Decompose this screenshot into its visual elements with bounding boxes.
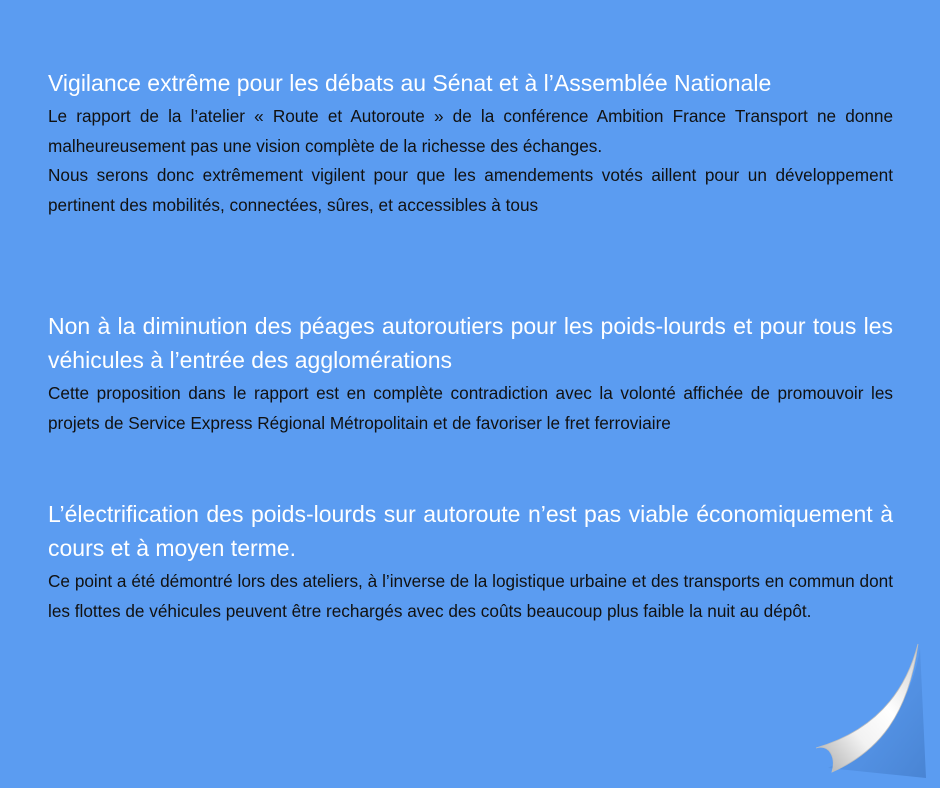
section-electrification (48, 497, 893, 626)
page-curl-icon (808, 640, 928, 780)
section-body (48, 565, 893, 626)
section-body (48, 377, 893, 438)
section-heading: Non à la diminution des péages autoroutiers pour les poids-lourds et pour tous les véhicules à l’entrée des agglomérations (48, 313, 893, 373)
section-body (48, 100, 893, 220)
section-heading: Vigilance extrême pour les débats au Sénat et à l’Assemblée Nationale (48, 70, 772, 96)
section-heading: L’électrification des poids-lourds sur autoroute n’est pas viable économiquement à cours et à moyen terme. (48, 501, 893, 561)
section-peages (48, 309, 893, 438)
paragraph: Cette proposition dans le rapport est en complète contradiction avec la volonté affichée de promouvoir les projets de Service Express Régional Métropolitain et de favoriser le fret ferroviaire (48, 383, 893, 433)
paragraph: Nous serons donc extrêmement vigilent pour que les amendements votés aillent pour un développement pertinent des mobilités, connectées, sûres, et accessibles à tous (48, 165, 893, 215)
paragraph: Ce point a été démontré lors des ateliers, à l’inverse de la logistique urbaine et des transports en commun dont les flottes de véhicules peuvent être rechargés avec des coûts beaucoup plus faible la nuit au dépôt. (48, 571, 893, 621)
paragraph: Le rapport de la l’atelier « Route et Autoroute » de la conférence Ambition France Transport ne donne malheureusement pas une vision complète de la richesse des échanges. (48, 106, 893, 156)
section-vigilance (48, 66, 893, 220)
